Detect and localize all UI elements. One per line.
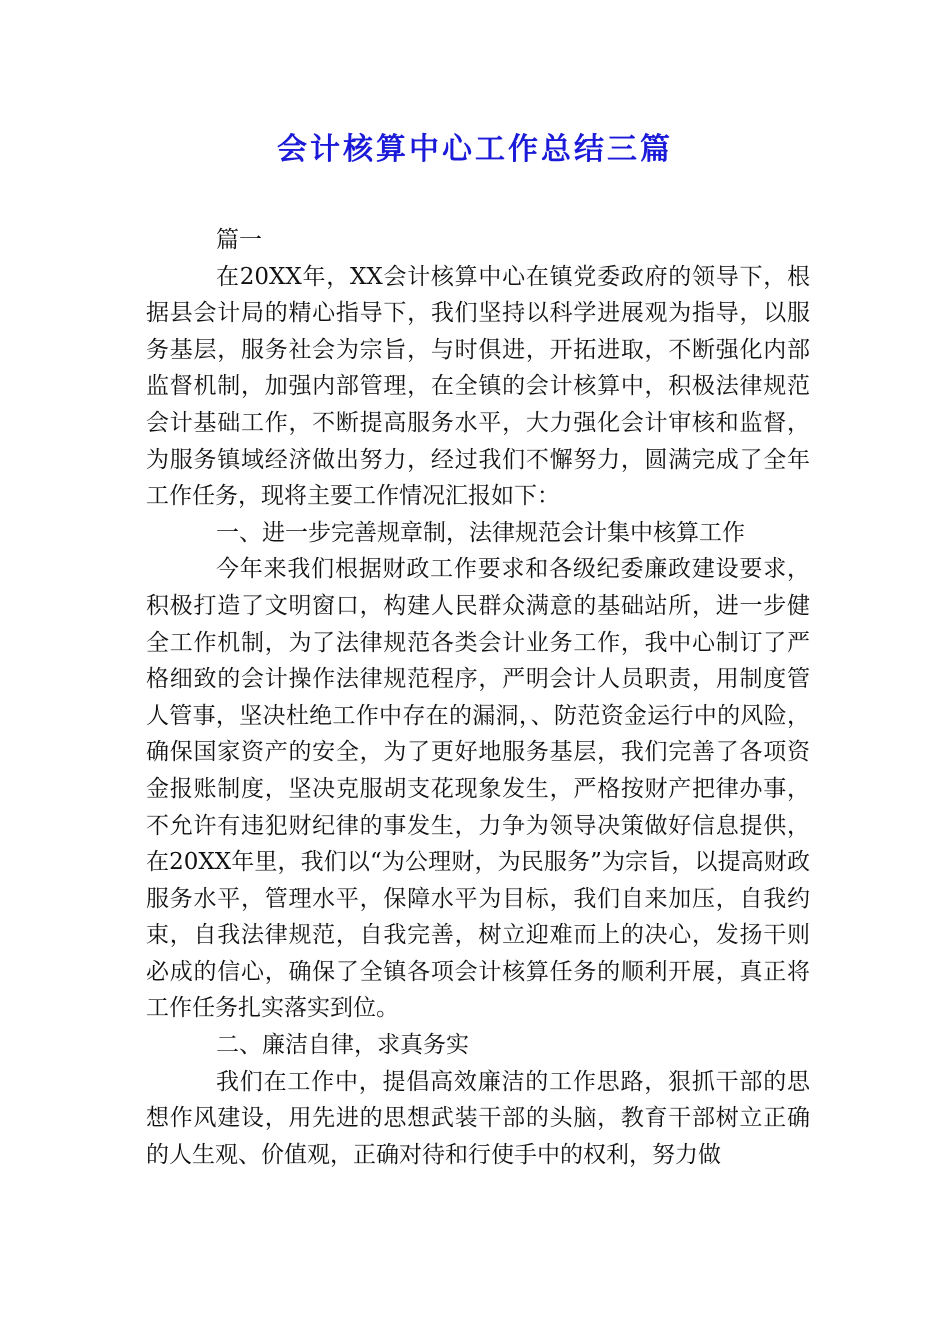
section-heading-part-one: 篇一 bbox=[216, 227, 262, 253]
body-paragraph-integrity: 我们在工作中，提倡高效廉洁的工作思路，狠抓干部的思想作风建设，用先进的思想武装干部的头脑，教育干部树立正确的人生观、价值观，正确对待和行使手中的权利，努力做 bbox=[146, 1068, 810, 1168]
document-title: 会计核算中心工作总结三篇 bbox=[277, 132, 673, 167]
document-body bbox=[146, 222, 810, 1173]
body-paragraph-rules: 今年来我们根据财政工作要求和各级纪委廉政建设要求，积极打造了文明窗口，构建人民群众满意的基础站所，进一步健全工作机制，为了法律规范各类会计业务工作，我中心制订了严格细致的会计操作法律规范程序，严明会计人员职责，用制度管人管事，坚决杜绝工作中存在的漏洞，、防范资金运行中的风险，确保国家资产的安全，为了更好地服务基层，我们完善了各项资金报账制度，坚决克服胡支花现象发生，严格按财产把律办事，不允许有违犯财纪律的事发生，力争为领导决策做好信息提供，在20XX年里，我们以“为公理财，为民服务”为宗旨，以提高财政服务水平，管理水平，保障水平为目标，我们自来加压，自我约束，自我法律规范，自我完善，树立迎难而上的决心，发扬干则必成的信心，确保了全镇各项会计核算任务的顺利开展，真正将工作任务扎实落实到位。 bbox=[146, 556, 810, 1022]
body-paragraph-intro: 在20XX年，XX会计核算中心在镇党委政府的领导下，根据县会计局的精心指导下，我们坚持以科学进展观为指导，以服务基层，服务社会为宗旨，与时俱进，开拓进取，不断强化内部监督机制，加强内部管理，在全镇的会计核算中，积极法律规范会计基础工作，不断提高服务水平，大力强化会计审核和监督，为服务镇域经济做出努力，经过我们不懈努力，圆满完成了全年工作任务，现将主要工作情况汇报如下： bbox=[146, 263, 810, 510]
section-heading-1: 一、进一步完善规章制，法律规范会计集中核算工作 bbox=[216, 519, 745, 546]
section-heading-2: 二、廉洁自律，求真务实 bbox=[216, 1032, 469, 1059]
